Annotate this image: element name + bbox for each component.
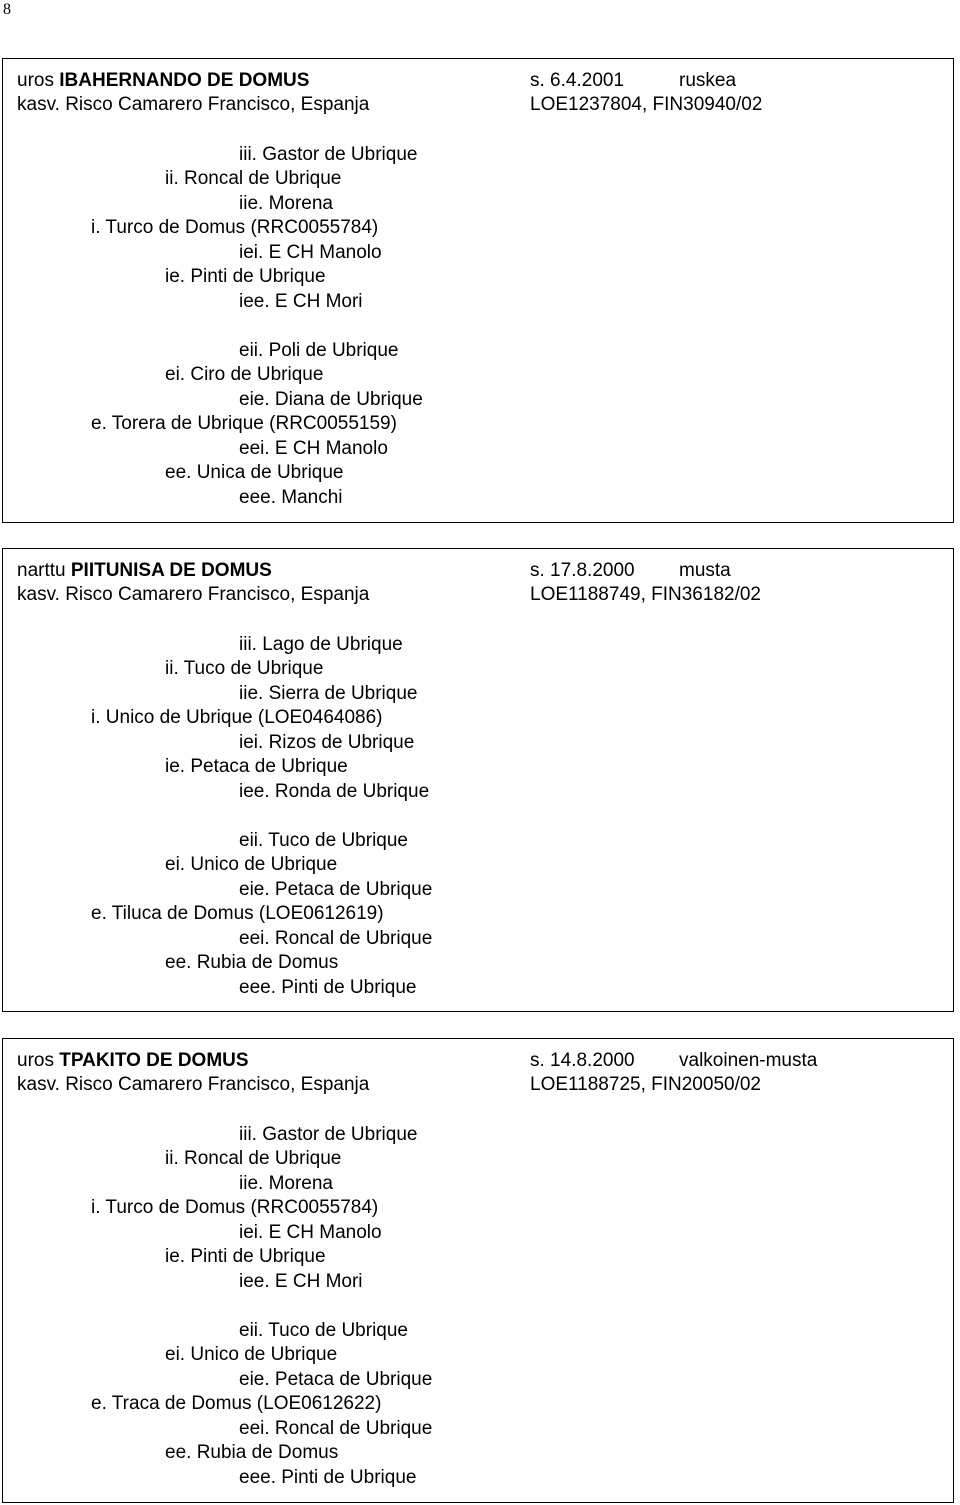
pedigree-eie: eie. Diana de Ubrique: [239, 389, 423, 410]
pedigree-eii: eii. Tuco de Ubrique: [239, 1320, 408, 1341]
dog-name: PIITUNISA DE DOMUS: [70, 560, 272, 581]
pedigree-sire: i. Unico de Ubrique (LOE0464086): [91, 707, 383, 728]
pedigree-ie: ie. Pinti de Ubrique: [165, 1246, 326, 1267]
pedigree-ii: ii. Roncal de Ubrique: [165, 1148, 342, 1169]
pedigree-sire: i. Turco de Domus (RRC0055784): [91, 1197, 379, 1218]
pedigree-iei: iei. Rizos de Ubrique: [239, 732, 415, 753]
registration-numbers: LOE1188725, FIN20050/02: [530, 1074, 761, 1095]
pedigree-iie: iie. Morena: [239, 1173, 333, 1194]
pedigree-eii: eii. Poli de Ubrique: [239, 340, 399, 361]
pedigree-ie: ie. Pinti de Ubrique: [165, 266, 326, 287]
pedigree-iii: iii. Gastor de Ubrique: [239, 144, 418, 165]
page-number: 8: [3, 1, 11, 18]
pedigree-dam: e. Traca de Domus (LOE0612622): [91, 1393, 382, 1414]
dog-entry-ibahernando: [2, 58, 954, 523]
sex-label: uros: [17, 1050, 54, 1071]
pedigree-ee: ee. Unica de Ubrique: [165, 462, 344, 483]
sex-label: uros: [17, 70, 54, 91]
pedigree-iii: iii. Lago de Ubrique: [239, 634, 403, 655]
dog-name: IBAHERNANDO DE DOMUS: [59, 70, 310, 91]
pedigree-dam: e. Torera de Ubrique (RRC0055159): [91, 413, 397, 434]
coat-color: valkoinen-musta: [679, 1050, 818, 1071]
pedigree-ei: ei. Unico de Ubrique: [165, 854, 338, 875]
pedigree-eee: eee. Manchi: [239, 487, 343, 508]
birth-date: s. 17.8.2000: [530, 560, 635, 581]
birth-date: s. 6.4.2001: [530, 70, 625, 91]
pedigree-ei: ei. Unico de Ubrique: [165, 1344, 338, 1365]
registration-numbers: LOE1237804, FIN30940/02: [530, 94, 763, 115]
dog-entry-piitunisa: [2, 548, 954, 1012]
pedigree-ie: ie. Petaca de Ubrique: [165, 756, 348, 777]
pedigree-eei: eei. Roncal de Ubrique: [239, 928, 433, 949]
coat-color: ruskea: [679, 70, 737, 91]
pedigree-eei: eei. E CH Manolo: [239, 438, 388, 459]
breeder: kasv. Risco Camarero Francisco, Espanja: [17, 94, 370, 115]
pedigree-sire: i. Turco de Domus (RRC0055784): [91, 217, 379, 238]
registration-numbers: LOE1188749, FIN36182/02: [530, 584, 761, 605]
pedigree-iii: iii. Gastor de Ubrique: [239, 1124, 418, 1145]
pedigree-iee: iee. E CH Mori: [239, 291, 363, 312]
pedigree-ii: ii. Tuco de Ubrique: [165, 658, 324, 679]
breeder: kasv. Risco Camarero Francisco, Espanja: [17, 1074, 370, 1095]
pedigree-ii: ii. Roncal de Ubrique: [165, 168, 342, 189]
dog-name: TPAKITO DE DOMUS: [59, 1050, 249, 1071]
pedigree-eee: eee. Pinti de Ubrique: [239, 977, 417, 998]
pedigree-iee: iee. E CH Mori: [239, 1271, 363, 1292]
sex-label: narttu: [17, 560, 66, 581]
pedigree-iee: iee. Ronda de Ubrique: [239, 781, 430, 802]
breeder: kasv. Risco Camarero Francisco, Espanja: [17, 584, 370, 605]
pedigree-eie: eie. Petaca de Ubrique: [239, 1369, 433, 1390]
pedigree-eei: eei. Roncal de Ubrique: [239, 1418, 433, 1439]
entry-heading: [17, 69, 309, 93]
pedigree-dam: e. Tiluca de Domus (LOE0612619): [91, 903, 384, 924]
pedigree-eii: eii. Tuco de Ubrique: [239, 830, 408, 851]
pedigree-iei: iei. E CH Manolo: [239, 1222, 382, 1243]
pedigree-ee: ee. Rubia de Domus: [165, 952, 339, 973]
pedigree-iie: iie. Morena: [239, 193, 333, 214]
pedigree-eie: eie. Petaca de Ubrique: [239, 879, 433, 900]
pedigree-iei: iei. E CH Manolo: [239, 242, 382, 263]
coat-color: musta: [679, 560, 731, 581]
pedigree-iie: iie. Sierra de Ubrique: [239, 683, 418, 704]
entry-heading: [17, 1049, 249, 1073]
entry-heading: [17, 559, 272, 583]
dog-entry-tpakito: [2, 1038, 954, 1503]
pedigree-ei: ei. Ciro de Ubrique: [165, 364, 324, 385]
birth-date: s. 14.8.2000: [530, 1050, 635, 1071]
pedigree-ee: ee. Rubia de Domus: [165, 1442, 339, 1463]
pedigree-eee: eee. Pinti de Ubrique: [239, 1467, 417, 1488]
